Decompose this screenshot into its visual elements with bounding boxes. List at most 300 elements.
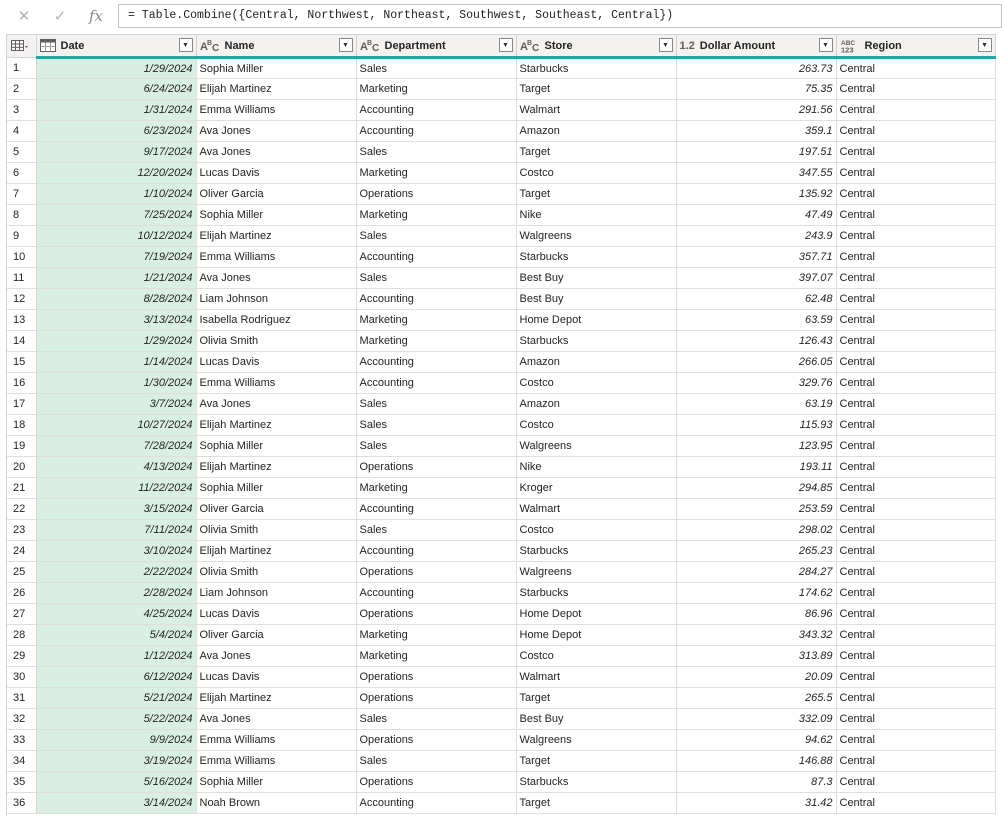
cell-store[interactable]: Costco: [516, 415, 676, 436]
row-number[interactable]: 30: [7, 667, 36, 688]
cell-dollar-amount[interactable]: 86.96: [676, 604, 836, 625]
row-number[interactable]: 36: [7, 793, 36, 814]
date-type-icon[interactable]: [40, 39, 56, 52]
cell-name[interactable]: Ava Jones: [196, 142, 356, 163]
cell-region[interactable]: Central: [836, 247, 995, 268]
cell-store[interactable]: Starbucks: [516, 541, 676, 562]
cell-region[interactable]: Central: [836, 772, 995, 793]
cell-date[interactable]: 3/19/2024: [36, 751, 196, 772]
row-number[interactable]: 21: [7, 478, 36, 499]
cell-region[interactable]: Central: [836, 667, 995, 688]
cell-department[interactable]: Marketing: [356, 331, 516, 352]
cell-dollar-amount[interactable]: 62.48: [676, 289, 836, 310]
cell-date[interactable]: 1/29/2024: [36, 58, 196, 79]
table-row[interactable]: [7, 100, 995, 121]
cell-department[interactable]: Accounting: [356, 373, 516, 394]
cell-dollar-amount[interactable]: 313.89: [676, 646, 836, 667]
cell-date[interactable]: 11/22/2024: [36, 478, 196, 499]
cell-date[interactable]: 9/9/2024: [36, 730, 196, 751]
cell-store[interactable]: Starbucks: [516, 583, 676, 604]
cell-region[interactable]: Central: [836, 100, 995, 121]
cell-region[interactable]: Central: [836, 310, 995, 331]
cell-region[interactable]: Central: [836, 478, 995, 499]
cell-dollar-amount[interactable]: 291.56: [676, 100, 836, 121]
chevron-down-icon[interactable]: ▼: [978, 38, 992, 52]
cell-region[interactable]: Central: [836, 58, 995, 79]
cell-date[interactable]: 7/19/2024: [36, 247, 196, 268]
row-number[interactable]: 17: [7, 394, 36, 415]
cell-department[interactable]: Marketing: [356, 310, 516, 331]
table-row[interactable]: [7, 730, 995, 751]
cell-store[interactable]: Amazon: [516, 121, 676, 142]
cell-dollar-amount[interactable]: 146.88: [676, 751, 836, 772]
row-number[interactable]: 26: [7, 583, 36, 604]
cell-department[interactable]: Operations: [356, 604, 516, 625]
cell-name[interactable]: Noah Brown: [196, 793, 356, 814]
cell-store[interactable]: Target: [516, 79, 676, 100]
cell-department[interactable]: Operations: [356, 730, 516, 751]
cell-name[interactable]: Lucas Davis: [196, 163, 356, 184]
cell-region[interactable]: Central: [836, 793, 995, 814]
cell-department[interactable]: Marketing: [356, 646, 516, 667]
cell-department[interactable]: Sales: [356, 709, 516, 730]
row-number[interactable]: 1: [7, 58, 36, 79]
row-number[interactable]: 32: [7, 709, 36, 730]
table-row[interactable]: [7, 310, 995, 331]
row-number[interactable]: 19: [7, 436, 36, 457]
cell-region[interactable]: Central: [836, 163, 995, 184]
table-row[interactable]: [7, 478, 995, 499]
row-number[interactable]: 28: [7, 625, 36, 646]
cell-region[interactable]: Central: [836, 751, 995, 772]
cell-department[interactable]: Sales: [356, 58, 516, 79]
cell-name[interactable]: Elijah Martinez: [196, 541, 356, 562]
cell-dollar-amount[interactable]: 253.59: [676, 499, 836, 520]
cell-dollar-amount[interactable]: 294.85: [676, 478, 836, 499]
chevron-down-icon[interactable]: ▼: [339, 38, 353, 52]
table-row[interactable]: [7, 268, 995, 289]
cell-dollar-amount[interactable]: 20.09: [676, 667, 836, 688]
row-number[interactable]: 27: [7, 604, 36, 625]
text-type-icon[interactable]: [200, 39, 220, 52]
cell-department[interactable]: Sales: [356, 415, 516, 436]
cell-region[interactable]: Central: [836, 436, 995, 457]
cell-name[interactable]: Liam Johnson: [196, 289, 356, 310]
table-row[interactable]: [7, 667, 995, 688]
cell-date[interactable]: 1/30/2024: [36, 373, 196, 394]
table-row[interactable]: [7, 793, 995, 814]
cell-name[interactable]: Elijah Martinez: [196, 457, 356, 478]
cell-store[interactable]: Best Buy: [516, 289, 676, 310]
cell-date[interactable]: 5/21/2024: [36, 688, 196, 709]
cell-region[interactable]: Central: [836, 541, 995, 562]
cell-date[interactable]: 10/27/2024: [36, 415, 196, 436]
cell-department[interactable]: Accounting: [356, 121, 516, 142]
cell-dollar-amount[interactable]: 31.42: [676, 793, 836, 814]
cell-name[interactable]: Olivia Smith: [196, 520, 356, 541]
cell-date[interactable]: 7/25/2024: [36, 205, 196, 226]
cell-dollar-amount[interactable]: 265.5: [676, 688, 836, 709]
cell-date[interactable]: 2/28/2024: [36, 583, 196, 604]
table-row[interactable]: [7, 646, 995, 667]
cell-name[interactable]: Sophia Miller: [196, 772, 356, 793]
row-number[interactable]: 34: [7, 751, 36, 772]
column-header-region[interactable]: [836, 35, 995, 58]
table-row[interactable]: [7, 373, 995, 394]
cell-region[interactable]: Central: [836, 604, 995, 625]
cell-name[interactable]: Oliver Garcia: [196, 184, 356, 205]
row-number[interactable]: 35: [7, 772, 36, 793]
row-number[interactable]: 2: [7, 79, 36, 100]
table-row[interactable]: [7, 520, 995, 541]
cell-name[interactable]: Oliver Garcia: [196, 499, 356, 520]
cell-date[interactable]: 6/24/2024: [36, 79, 196, 100]
table-row[interactable]: [7, 331, 995, 352]
cell-dollar-amount[interactable]: 265.23: [676, 541, 836, 562]
chevron-down-icon[interactable]: ▼: [659, 38, 673, 52]
cell-region[interactable]: Central: [836, 646, 995, 667]
cell-department[interactable]: Accounting: [356, 793, 516, 814]
cell-name[interactable]: Emma Williams: [196, 100, 356, 121]
table-row[interactable]: [7, 247, 995, 268]
cell-department[interactable]: Accounting: [356, 583, 516, 604]
formula-input[interactable]: = Table.Combine({Central, Northwest, Northeast, Southwest, Southeast, Central}): [118, 4, 1002, 28]
row-number[interactable]: 33: [7, 730, 36, 751]
cell-department[interactable]: Sales: [356, 142, 516, 163]
cell-dollar-amount[interactable]: 174.62: [676, 583, 836, 604]
chevron-down-icon[interactable]: ▼: [819, 38, 833, 52]
cell-department[interactable]: Marketing: [356, 79, 516, 100]
decimal-type-icon[interactable]: 1.2: [679, 39, 695, 52]
cell-store[interactable]: Costco: [516, 373, 676, 394]
row-number[interactable]: 15: [7, 352, 36, 373]
table-row[interactable]: [7, 541, 995, 562]
cell-dollar-amount[interactable]: 284.27: [676, 562, 836, 583]
cell-date[interactable]: 12/20/2024: [36, 163, 196, 184]
cell-date[interactable]: 1/14/2024: [36, 352, 196, 373]
cell-department[interactable]: Sales: [356, 436, 516, 457]
cell-region[interactable]: Central: [836, 688, 995, 709]
cell-store[interactable]: Starbucks: [516, 247, 676, 268]
cell-region[interactable]: Central: [836, 79, 995, 100]
cell-name[interactable]: Olivia Smith: [196, 562, 356, 583]
cell-store[interactable]: Walgreens: [516, 226, 676, 247]
table-row[interactable]: [7, 79, 995, 100]
table-row[interactable]: [7, 772, 995, 793]
column-header-name[interactable]: [196, 35, 356, 58]
cell-dollar-amount[interactable]: 197.51: [676, 142, 836, 163]
table-row[interactable]: [7, 457, 995, 478]
row-number[interactable]: 25: [7, 562, 36, 583]
cell-dollar-amount[interactable]: 87.3: [676, 772, 836, 793]
cell-dollar-amount[interactable]: 63.19: [676, 394, 836, 415]
cell-dollar-amount[interactable]: 243.9: [676, 226, 836, 247]
cell-department[interactable]: Sales: [356, 394, 516, 415]
cell-name[interactable]: Isabella Rodriguez: [196, 310, 356, 331]
table-row[interactable]: [7, 394, 995, 415]
cell-store[interactable]: Starbucks: [516, 331, 676, 352]
cell-region[interactable]: Central: [836, 142, 995, 163]
cell-department[interactable]: Marketing: [356, 625, 516, 646]
cell-dollar-amount[interactable]: 357.71: [676, 247, 836, 268]
table-row[interactable]: [7, 58, 995, 79]
cell-name[interactable]: Lucas Davis: [196, 352, 356, 373]
row-number[interactable]: 14: [7, 331, 36, 352]
close-icon[interactable]: ✕: [17, 8, 31, 25]
row-number[interactable]: 3: [7, 100, 36, 121]
cell-store[interactable]: Amazon: [516, 352, 676, 373]
cell-department[interactable]: Accounting: [356, 499, 516, 520]
cell-name[interactable]: Ava Jones: [196, 709, 356, 730]
table-row[interactable]: [7, 751, 995, 772]
cell-dollar-amount[interactable]: 347.55: [676, 163, 836, 184]
cell-date[interactable]: 6/12/2024: [36, 667, 196, 688]
cell-name[interactable]: Elijah Martinez: [196, 415, 356, 436]
cell-name[interactable]: Elijah Martinez: [196, 79, 356, 100]
cell-store[interactable]: Home Depot: [516, 310, 676, 331]
cell-name[interactable]: Elijah Martinez: [196, 226, 356, 247]
cell-region[interactable]: Central: [836, 289, 995, 310]
cell-store[interactable]: Starbucks: [516, 772, 676, 793]
cell-date[interactable]: 4/13/2024: [36, 457, 196, 478]
row-number[interactable]: 11: [7, 268, 36, 289]
cell-date[interactable]: 5/4/2024: [36, 625, 196, 646]
cell-date[interactable]: 3/13/2024: [36, 310, 196, 331]
cell-date[interactable]: 1/29/2024: [36, 331, 196, 352]
cell-dollar-amount[interactable]: 135.92: [676, 184, 836, 205]
cell-store[interactable]: Walmart: [516, 667, 676, 688]
row-number[interactable]: 29: [7, 646, 36, 667]
table-row[interactable]: [7, 583, 995, 604]
cell-department[interactable]: Operations: [356, 772, 516, 793]
cell-date[interactable]: 3/15/2024: [36, 499, 196, 520]
cell-department[interactable]: Operations: [356, 457, 516, 478]
cell-date[interactable]: 10/12/2024: [36, 226, 196, 247]
cell-date[interactable]: 1/12/2024: [36, 646, 196, 667]
cell-region[interactable]: Central: [836, 499, 995, 520]
cell-date[interactable]: 3/7/2024: [36, 394, 196, 415]
cell-department[interactable]: Accounting: [356, 289, 516, 310]
cell-date[interactable]: 2/22/2024: [36, 562, 196, 583]
table-menu-button[interactable]: [7, 35, 36, 58]
row-number[interactable]: 5: [7, 142, 36, 163]
table-row[interactable]: [7, 415, 995, 436]
checkmark-icon[interactable]: ✓: [53, 8, 67, 25]
row-number[interactable]: 24: [7, 541, 36, 562]
cell-date[interactable]: 1/10/2024: [36, 184, 196, 205]
chevron-down-icon[interactable]: ▼: [499, 38, 513, 52]
row-number[interactable]: 16: [7, 373, 36, 394]
row-number[interactable]: 8: [7, 205, 36, 226]
row-number[interactable]: 20: [7, 457, 36, 478]
row-number[interactable]: 23: [7, 520, 36, 541]
cell-region[interactable]: Central: [836, 205, 995, 226]
cell-dollar-amount[interactable]: 263.73: [676, 58, 836, 79]
cell-store[interactable]: Kroger: [516, 478, 676, 499]
cell-store[interactable]: Home Depot: [516, 604, 676, 625]
cell-store[interactable]: Target: [516, 142, 676, 163]
cell-name[interactable]: Emma Williams: [196, 373, 356, 394]
cell-dollar-amount[interactable]: 94.62: [676, 730, 836, 751]
cell-store[interactable]: Costco: [516, 520, 676, 541]
table-row[interactable]: [7, 604, 995, 625]
cell-name[interactable]: Olivia Smith: [196, 331, 356, 352]
cell-dollar-amount[interactable]: 397.07: [676, 268, 836, 289]
cell-department[interactable]: Accounting: [356, 100, 516, 121]
cell-department[interactable]: Marketing: [356, 205, 516, 226]
cell-store[interactable]: Target: [516, 751, 676, 772]
cell-store[interactable]: Walgreens: [516, 562, 676, 583]
cell-region[interactable]: Central: [836, 331, 995, 352]
cell-date[interactable]: 1/31/2024: [36, 100, 196, 121]
cell-dollar-amount[interactable]: 343.32: [676, 625, 836, 646]
table-row[interactable]: [7, 499, 995, 520]
table-row[interactable]: [7, 352, 995, 373]
table-row[interactable]: [7, 289, 995, 310]
cell-department[interactable]: Operations: [356, 562, 516, 583]
cell-store[interactable]: Amazon: [516, 394, 676, 415]
cell-department[interactable]: Marketing: [356, 163, 516, 184]
cell-name[interactable]: Ava Jones: [196, 268, 356, 289]
cell-name[interactable]: Sophia Miller: [196, 58, 356, 79]
cell-department[interactable]: Accounting: [356, 352, 516, 373]
column-header-date[interactable]: [36, 35, 196, 58]
cell-department[interactable]: Sales: [356, 268, 516, 289]
cell-region[interactable]: Central: [836, 226, 995, 247]
cell-store[interactable]: Costco: [516, 646, 676, 667]
cell-dollar-amount[interactable]: 266.05: [676, 352, 836, 373]
cell-store[interactable]: Target: [516, 688, 676, 709]
cell-dollar-amount[interactable]: 126.43: [676, 331, 836, 352]
cell-region[interactable]: Central: [836, 562, 995, 583]
cell-date[interactable]: 4/25/2024: [36, 604, 196, 625]
row-number[interactable]: 7: [7, 184, 36, 205]
cell-store[interactable]: Target: [516, 793, 676, 814]
row-number[interactable]: 9: [7, 226, 36, 247]
cell-dollar-amount[interactable]: 329.76: [676, 373, 836, 394]
cell-dollar-amount[interactable]: 332.09: [676, 709, 836, 730]
row-number[interactable]: 12: [7, 289, 36, 310]
table-row[interactable]: [7, 709, 995, 730]
cell-dollar-amount[interactable]: 47.49: [676, 205, 836, 226]
cell-name[interactable]: Ava Jones: [196, 394, 356, 415]
cell-date[interactable]: 6/23/2024: [36, 121, 196, 142]
row-number[interactable]: 31: [7, 688, 36, 709]
cell-store[interactable]: Target: [516, 184, 676, 205]
table-row[interactable]: [7, 121, 995, 142]
table-row[interactable]: [7, 226, 995, 247]
table-row[interactable]: [7, 205, 995, 226]
text-type-icon[interactable]: [360, 39, 380, 52]
cell-store[interactable]: Starbucks: [516, 58, 676, 79]
cell-department[interactable]: Sales: [356, 226, 516, 247]
cell-name[interactable]: Emma Williams: [196, 751, 356, 772]
cell-store[interactable]: Nike: [516, 457, 676, 478]
cell-name[interactable]: Lucas Davis: [196, 667, 356, 688]
cell-region[interactable]: Central: [836, 352, 995, 373]
cell-store[interactable]: Walmart: [516, 499, 676, 520]
cell-store[interactable]: Walgreens: [516, 730, 676, 751]
cell-region[interactable]: Central: [836, 121, 995, 142]
cell-name[interactable]: Sophia Miller: [196, 478, 356, 499]
cell-department[interactable]: Sales: [356, 520, 516, 541]
cell-region[interactable]: Central: [836, 373, 995, 394]
cell-date[interactable]: 3/10/2024: [36, 541, 196, 562]
column-header-dollar-amount[interactable]: [676, 35, 836, 58]
fx-icon[interactable]: fx: [88, 7, 103, 25]
cell-department[interactable]: Accounting: [356, 541, 516, 562]
table-row[interactable]: [7, 562, 995, 583]
cell-region[interactable]: Central: [836, 457, 995, 478]
cell-date[interactable]: 7/11/2024: [36, 520, 196, 541]
cell-department[interactable]: Operations: [356, 688, 516, 709]
chevron-down-icon[interactable]: ▼: [179, 38, 193, 52]
row-number[interactable]: 6: [7, 163, 36, 184]
cell-date[interactable]: 8/28/2024: [36, 289, 196, 310]
cell-name[interactable]: Oliver Garcia: [196, 625, 356, 646]
table-row[interactable]: [7, 625, 995, 646]
row-number[interactable]: 10: [7, 247, 36, 268]
table-row[interactable]: [7, 184, 995, 205]
cell-name[interactable]: Emma Williams: [196, 247, 356, 268]
cell-dollar-amount[interactable]: 115.93: [676, 415, 836, 436]
column-header-store[interactable]: [516, 35, 676, 58]
cell-department[interactable]: Accounting: [356, 247, 516, 268]
table-row[interactable]: [7, 688, 995, 709]
table-row[interactable]: [7, 142, 995, 163]
cell-name[interactable]: Ava Jones: [196, 121, 356, 142]
cell-dollar-amount[interactable]: 193.11: [676, 457, 836, 478]
cell-region[interactable]: Central: [836, 730, 995, 751]
cell-region[interactable]: Central: [836, 520, 995, 541]
cell-dollar-amount[interactable]: 298.02: [676, 520, 836, 541]
cell-dollar-amount[interactable]: 359.1: [676, 121, 836, 142]
cell-date[interactable]: 3/14/2024: [36, 793, 196, 814]
cell-department[interactable]: Operations: [356, 184, 516, 205]
cell-region[interactable]: Central: [836, 583, 995, 604]
cell-name[interactable]: Sophia Miller: [196, 436, 356, 457]
row-number[interactable]: 13: [7, 310, 36, 331]
cell-name[interactable]: Elijah Martinez: [196, 688, 356, 709]
cell-dollar-amount[interactable]: 63.59: [676, 310, 836, 331]
cell-store[interactable]: Walmart: [516, 100, 676, 121]
cell-dollar-amount[interactable]: 123.95: [676, 436, 836, 457]
cell-date[interactable]: 5/16/2024: [36, 772, 196, 793]
cell-name[interactable]: Sophia Miller: [196, 205, 356, 226]
cell-department[interactable]: Marketing: [356, 478, 516, 499]
cell-region[interactable]: Central: [836, 394, 995, 415]
cell-department[interactable]: Sales: [356, 751, 516, 772]
cell-region[interactable]: Central: [836, 709, 995, 730]
cell-department[interactable]: Operations: [356, 667, 516, 688]
text-type-icon[interactable]: [520, 39, 540, 52]
cell-region[interactable]: Central: [836, 268, 995, 289]
cell-store[interactable]: Walgreens: [516, 436, 676, 457]
cell-store[interactable]: Best Buy: [516, 709, 676, 730]
any-type-icon[interactable]: [840, 39, 860, 53]
row-number[interactable]: 18: [7, 415, 36, 436]
cell-date[interactable]: 9/17/2024: [36, 142, 196, 163]
cell-dollar-amount[interactable]: 75.35: [676, 79, 836, 100]
cell-date[interactable]: 1/21/2024: [36, 268, 196, 289]
cell-store[interactable]: Nike: [516, 205, 676, 226]
cell-region[interactable]: Central: [836, 625, 995, 646]
cell-name[interactable]: Emma Williams: [196, 730, 356, 751]
cell-date[interactable]: 7/28/2024: [36, 436, 196, 457]
table-row[interactable]: [7, 163, 995, 184]
row-number[interactable]: 4: [7, 121, 36, 142]
cell-store[interactable]: Home Depot: [516, 625, 676, 646]
